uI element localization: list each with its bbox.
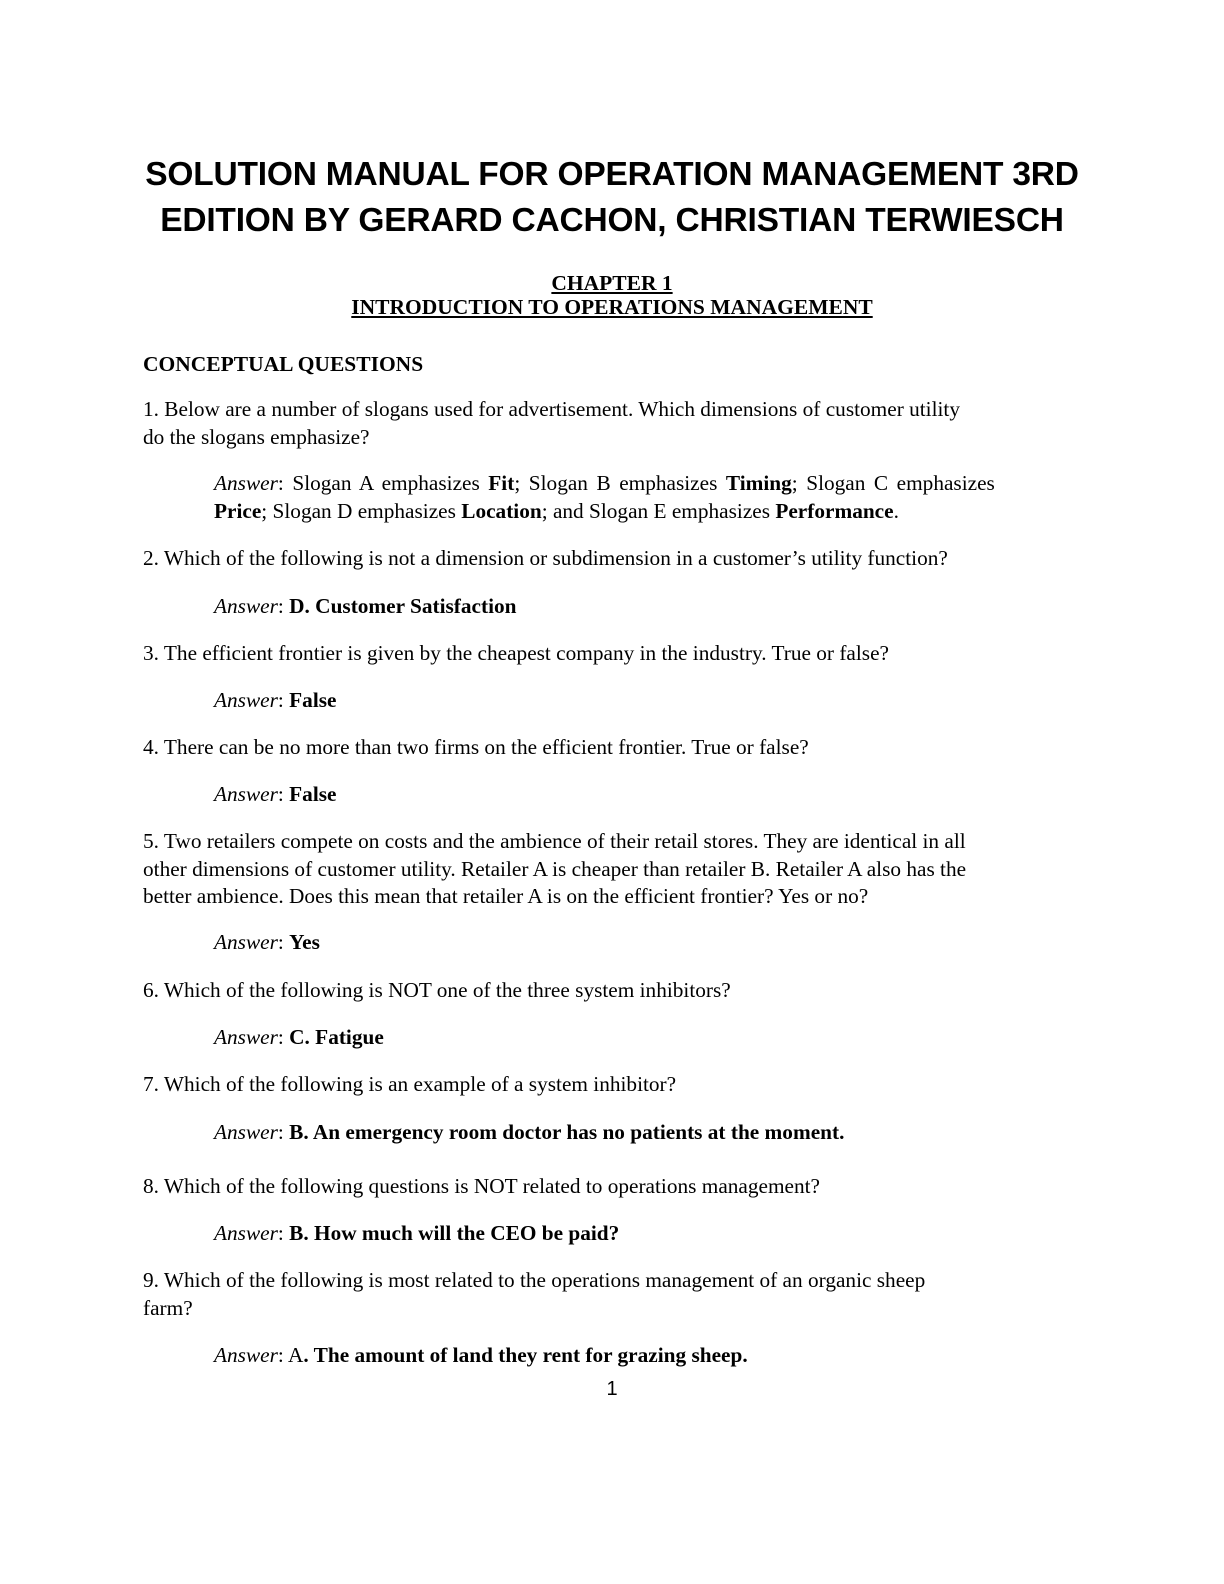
question-line: other dimensions of customer utility. Retailer A is cheaper than retailer B. Retailer A also has the [143, 856, 967, 881]
answer-value: False [289, 782, 337, 806]
answer-5: Answer: Yes [214, 930, 320, 954]
answer-value: C. Fatigue [289, 1025, 384, 1049]
question-4 [143, 734, 1083, 762]
answer-text: Slogan C emphasizes [806, 471, 995, 495]
answer-text: and Slogan E emphasizes [552, 498, 771, 523]
question-line: 4. There can be no more than two firms on the efficient frontier. True or false? [143, 735, 809, 759]
question-line: 5. Two retailers compete on costs and the ambience of their retail stores. They are identical in all [143, 829, 966, 853]
answer-4: Answer: False [214, 782, 337, 806]
answer-value: B. An emergency room doctor has no patients at the moment. [289, 1120, 845, 1144]
answer-label: Answer [214, 1343, 278, 1367]
answer-value: Location [461, 498, 542, 523]
answer-label: Answer [214, 1025, 278, 1049]
answer-value: Timing [725, 471, 792, 495]
document-title-line-1: SOLUTION MANUAL FOR OPERATION MANAGEMENT 3RD [145, 156, 1079, 193]
answer-prefix: A [287, 1343, 304, 1367]
answer-label: Answer [214, 594, 278, 618]
answer-label: Answer [214, 930, 278, 954]
answer-2: Answer: D. Customer Satisfaction [214, 594, 517, 618]
answer-7: Answer: B. An emergency room doctor has no patients at the moment. [214, 1120, 845, 1144]
document-title [0, 152, 1224, 244]
answer-value: The amount of land they rent for grazing sheep. [313, 1343, 748, 1367]
answer-6: Answer: C. Fatigue [214, 1025, 384, 1049]
answer-value: Price [214, 498, 262, 523]
answer-value: Yes [289, 930, 320, 954]
answer-label: Answer [214, 471, 278, 495]
chapter-heading [0, 271, 1224, 319]
question-line: 7. Which of the following is an example of a system inhibitor? [143, 1072, 677, 1096]
question-line: 3. The efficient frontier is given by the cheapest company in the industry. True or false? [143, 641, 889, 665]
answer-3: Answer: False [214, 688, 337, 712]
question-line: 8. Which of the following questions is NOT related to operations management? [143, 1174, 821, 1198]
question-2 [143, 545, 1083, 573]
answer-text: Slogan D emphasizes [272, 498, 456, 523]
question-3 [143, 640, 1083, 668]
answer-label: Answer [214, 782, 278, 806]
answer-label: Answer [214, 1221, 278, 1245]
question-line: 2. Which of the following is not a dimension or subdimension in a customer’s utility function? [143, 546, 948, 570]
question-line: better ambience. Does this mean that retailer A is on the efficient frontier? Yes or no? [143, 884, 869, 908]
document-title-line-2: EDITION BY GERARD CACHON, CHRISTIAN TERWIESCH [160, 202, 1064, 239]
question-8 [143, 1173, 1083, 1201]
question-1 [143, 396, 1083, 451]
question-line: farm? [143, 1295, 193, 1320]
question-9 [143, 1267, 1083, 1322]
answer-8: Answer: B. How much will the CEO be paid? [214, 1221, 620, 1245]
question-line: 1. Below are a number of slogans used for advertisement. Which dimensions of customer utility [143, 397, 960, 421]
answer-text: Slogan A emphasizes [292, 471, 480, 495]
page-number: 1 [606, 1378, 618, 1400]
answer-label: Answer [214, 688, 278, 712]
answer-value: D. Customer Satisfaction [289, 594, 517, 618]
answer-9: Answer: A. The amount of land they rent for grazing sheep. [214, 1343, 748, 1367]
question-5 [143, 828, 1083, 911]
answer-label: Answer [214, 1120, 278, 1144]
question-line: do the slogans emphasize? [143, 424, 370, 449]
answer-value: Fit [488, 471, 515, 495]
question-line: 6. Which of the following is NOT one of the three system inhibitors? [143, 978, 731, 1002]
question-line: 9. Which of the following is most related to the operations management of an organic sheep [143, 1268, 926, 1292]
section-heading: CONCEPTUAL QUESTIONS [143, 352, 424, 376]
answer-text: Slogan B emphasizes [528, 471, 718, 495]
chapter-name: INTRODUCTION TO OPERATIONS MANAGEMENT [351, 295, 873, 319]
answer-1: Answer: Slogan A emphasizes Fit; Slogan B emphasizes Timing; Slogan C emphasizes Price; Slogan D emphasizes Location; and Slogan E emphasizes Performance. [214, 471, 995, 523]
question-6 [143, 977, 1083, 1005]
answer-value: False [289, 688, 337, 712]
question-7 [143, 1071, 1083, 1099]
answer-value: Performance [775, 498, 894, 523]
chapter-number: CHAPTER 1 [551, 271, 673, 295]
answer-value: B. How much will the CEO be paid? [289, 1221, 620, 1245]
